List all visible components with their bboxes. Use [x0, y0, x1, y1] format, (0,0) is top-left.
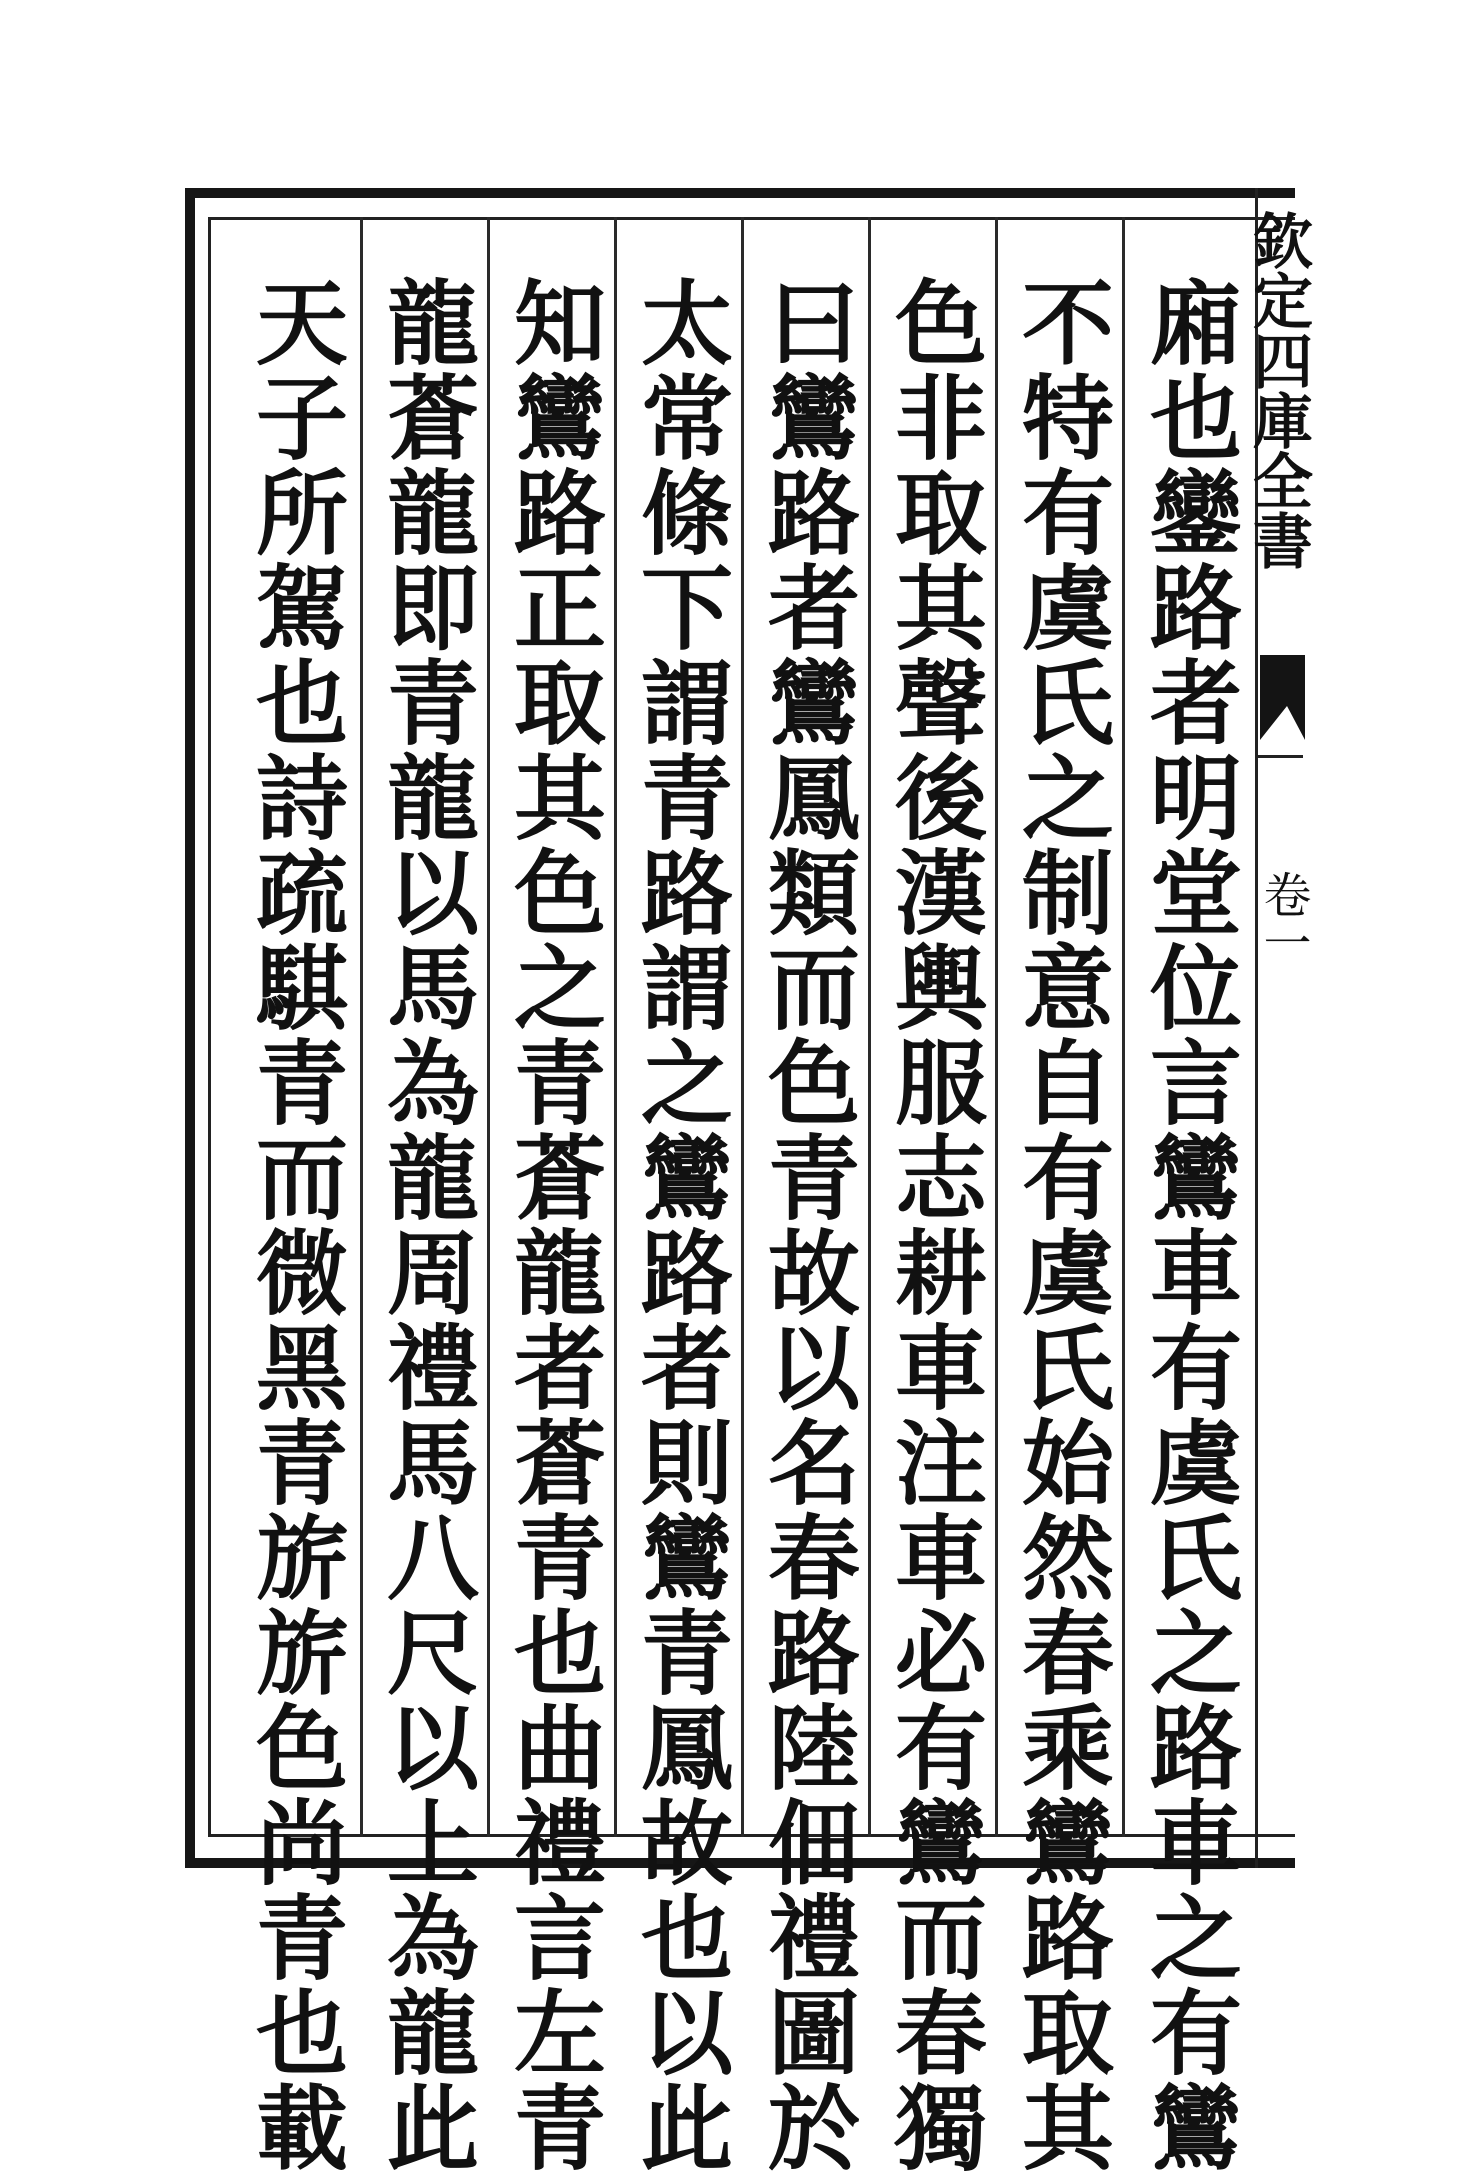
text-column-5: 太常條下謂青路謂之鸞路者則鸞青鳳故也以此 [626, 275, 734, 2175]
text-column-7: 龍蒼龍即青龍以馬為龍周禮馬八尺以上為龍此 [372, 275, 480, 2175]
column-rule [995, 217, 998, 1837]
text-column-2: 不特有虞氏之制意自有虞氏始然春乘鸞路取其 [1007, 275, 1115, 2175]
text-column-6: 知鸞路正取其色之青蒼龍者蒼青也曲禮言左青 [499, 275, 607, 2175]
column-rule [360, 217, 363, 1837]
column-rule [487, 217, 490, 1837]
text-column-1: 廂也鑾路者明堂位言鸞車有虞氏之路車之有鸞 [1135, 275, 1243, 2175]
margin-divider [1258, 755, 1303, 758]
margin-juan: 卷一 [1255, 870, 1311, 966]
column-rule [741, 217, 744, 1837]
column-rule [1122, 217, 1125, 1837]
text-column-4: 曰鸞路者鸞鳳類而色青故以名春路陸佃禮圖於 [753, 275, 861, 2175]
text-column-8: 天子所駕也詩疏騏青而微黑青旂旂色尚青也載 [241, 275, 349, 2175]
column-rule [614, 217, 617, 1837]
text-column-3: 色非取其聲後漢輿服志耕車注車必有鸞而春獨 [880, 275, 988, 2175]
column-rule [868, 217, 871, 1837]
margin-title: 欽定四庫全書 [1243, 210, 1313, 570]
